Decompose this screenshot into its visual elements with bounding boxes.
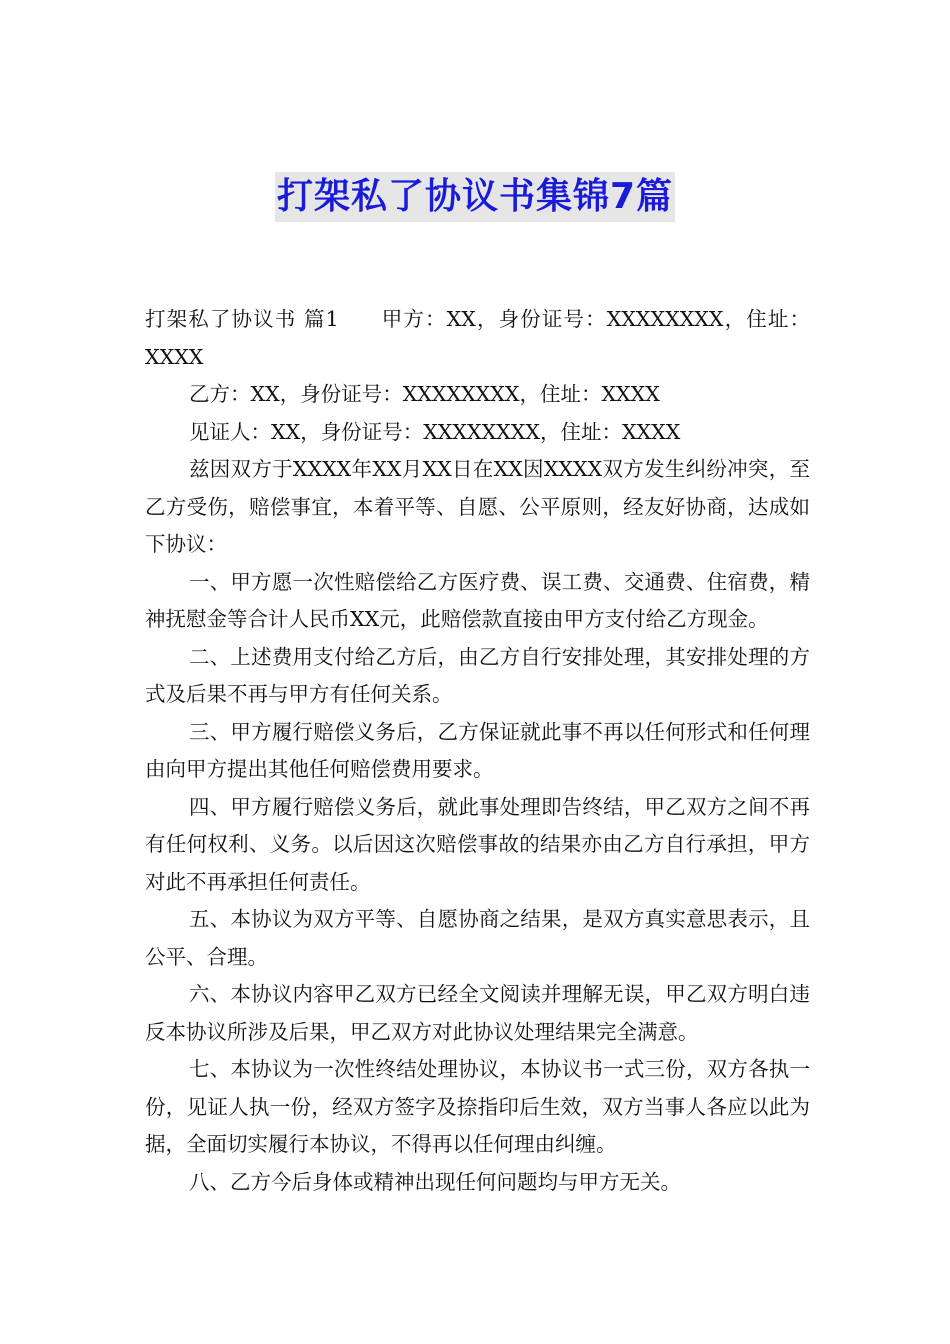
intro-paragraph: 兹因双方于XXXX年XX月XX日在XX因XXXX双方发生纠纷冲突，至乙方受伤，赔偿事宜，本着平等、自愿、公平原则，经友好协商，达成如下协议： [145, 457, 810, 556]
clause-2: 二、上述费用支付给乙方后，由乙方自行安排处理，其安排处理的方式及后果不再与甲方有任何关系。 [145, 644, 810, 706]
clause-1: 一、甲方愿一次性赔偿给乙方医疗费、误工费、交通费、住宿费，精神抚慰金等合计人民币XX元，此赔偿款直接由甲方支付给乙方现金。 [145, 569, 810, 631]
section-first-paragraph [145, 301, 810, 376]
clause-5: 五、本协议为双方平等、自愿协商之结果，是双方真实意思表示，且公平、合理。 [145, 907, 810, 969]
clause-6: 六、本协议内容甲乙双方已经全文阅读并理解无误，甲乙双方明白违反本协议所涉及后果，甲乙双方对此协议处理结果完全满意。 [145, 982, 810, 1044]
party-a-line: 甲方：XX，身份证号：XXXXXXXX，住址：XXXX [145, 307, 810, 369]
clause-8: 八、乙方今后身体或精神出现任何问题均与甲方无关。 [189, 1169, 681, 1194]
document-body [145, 301, 810, 1201]
party-b-line: 乙方：XX，身份证号：XXXXXXXX，住址：XXXX [189, 382, 660, 406]
section-heading: 打架私了协议书 篇1 [145, 307, 339, 331]
witness-line: 见证人：XX，身份证号：XXXXXXXX，住址：XXXX [189, 419, 681, 444]
title-container [0, 172, 950, 222]
clause-7: 七、本协议为一次性终结处理协议，本协议书一式三份，双方各执一份，见证人执一份，经双方签字及捺指印后生效，双方当事人各应以此为据，全面切实履行本协议，不得再以任何理由纠缠。 [145, 1057, 810, 1156]
clause-4: 四、甲方履行赔偿义务后，就此事处理即告终结，甲乙双方之间不再有任何权利、义务。以后因这次赔偿事故的结果亦由乙方自行承担，甲方对此不再承担任何责任。 [145, 794, 810, 894]
clause-3: 三、甲方履行赔偿义务后，乙方保证就此事不再以任何形式和任何理由向甲方提出其他任何赔偿费用要求。 [145, 719, 810, 781]
document-title: 打架私了协议书集锦7篇 [275, 172, 675, 222]
